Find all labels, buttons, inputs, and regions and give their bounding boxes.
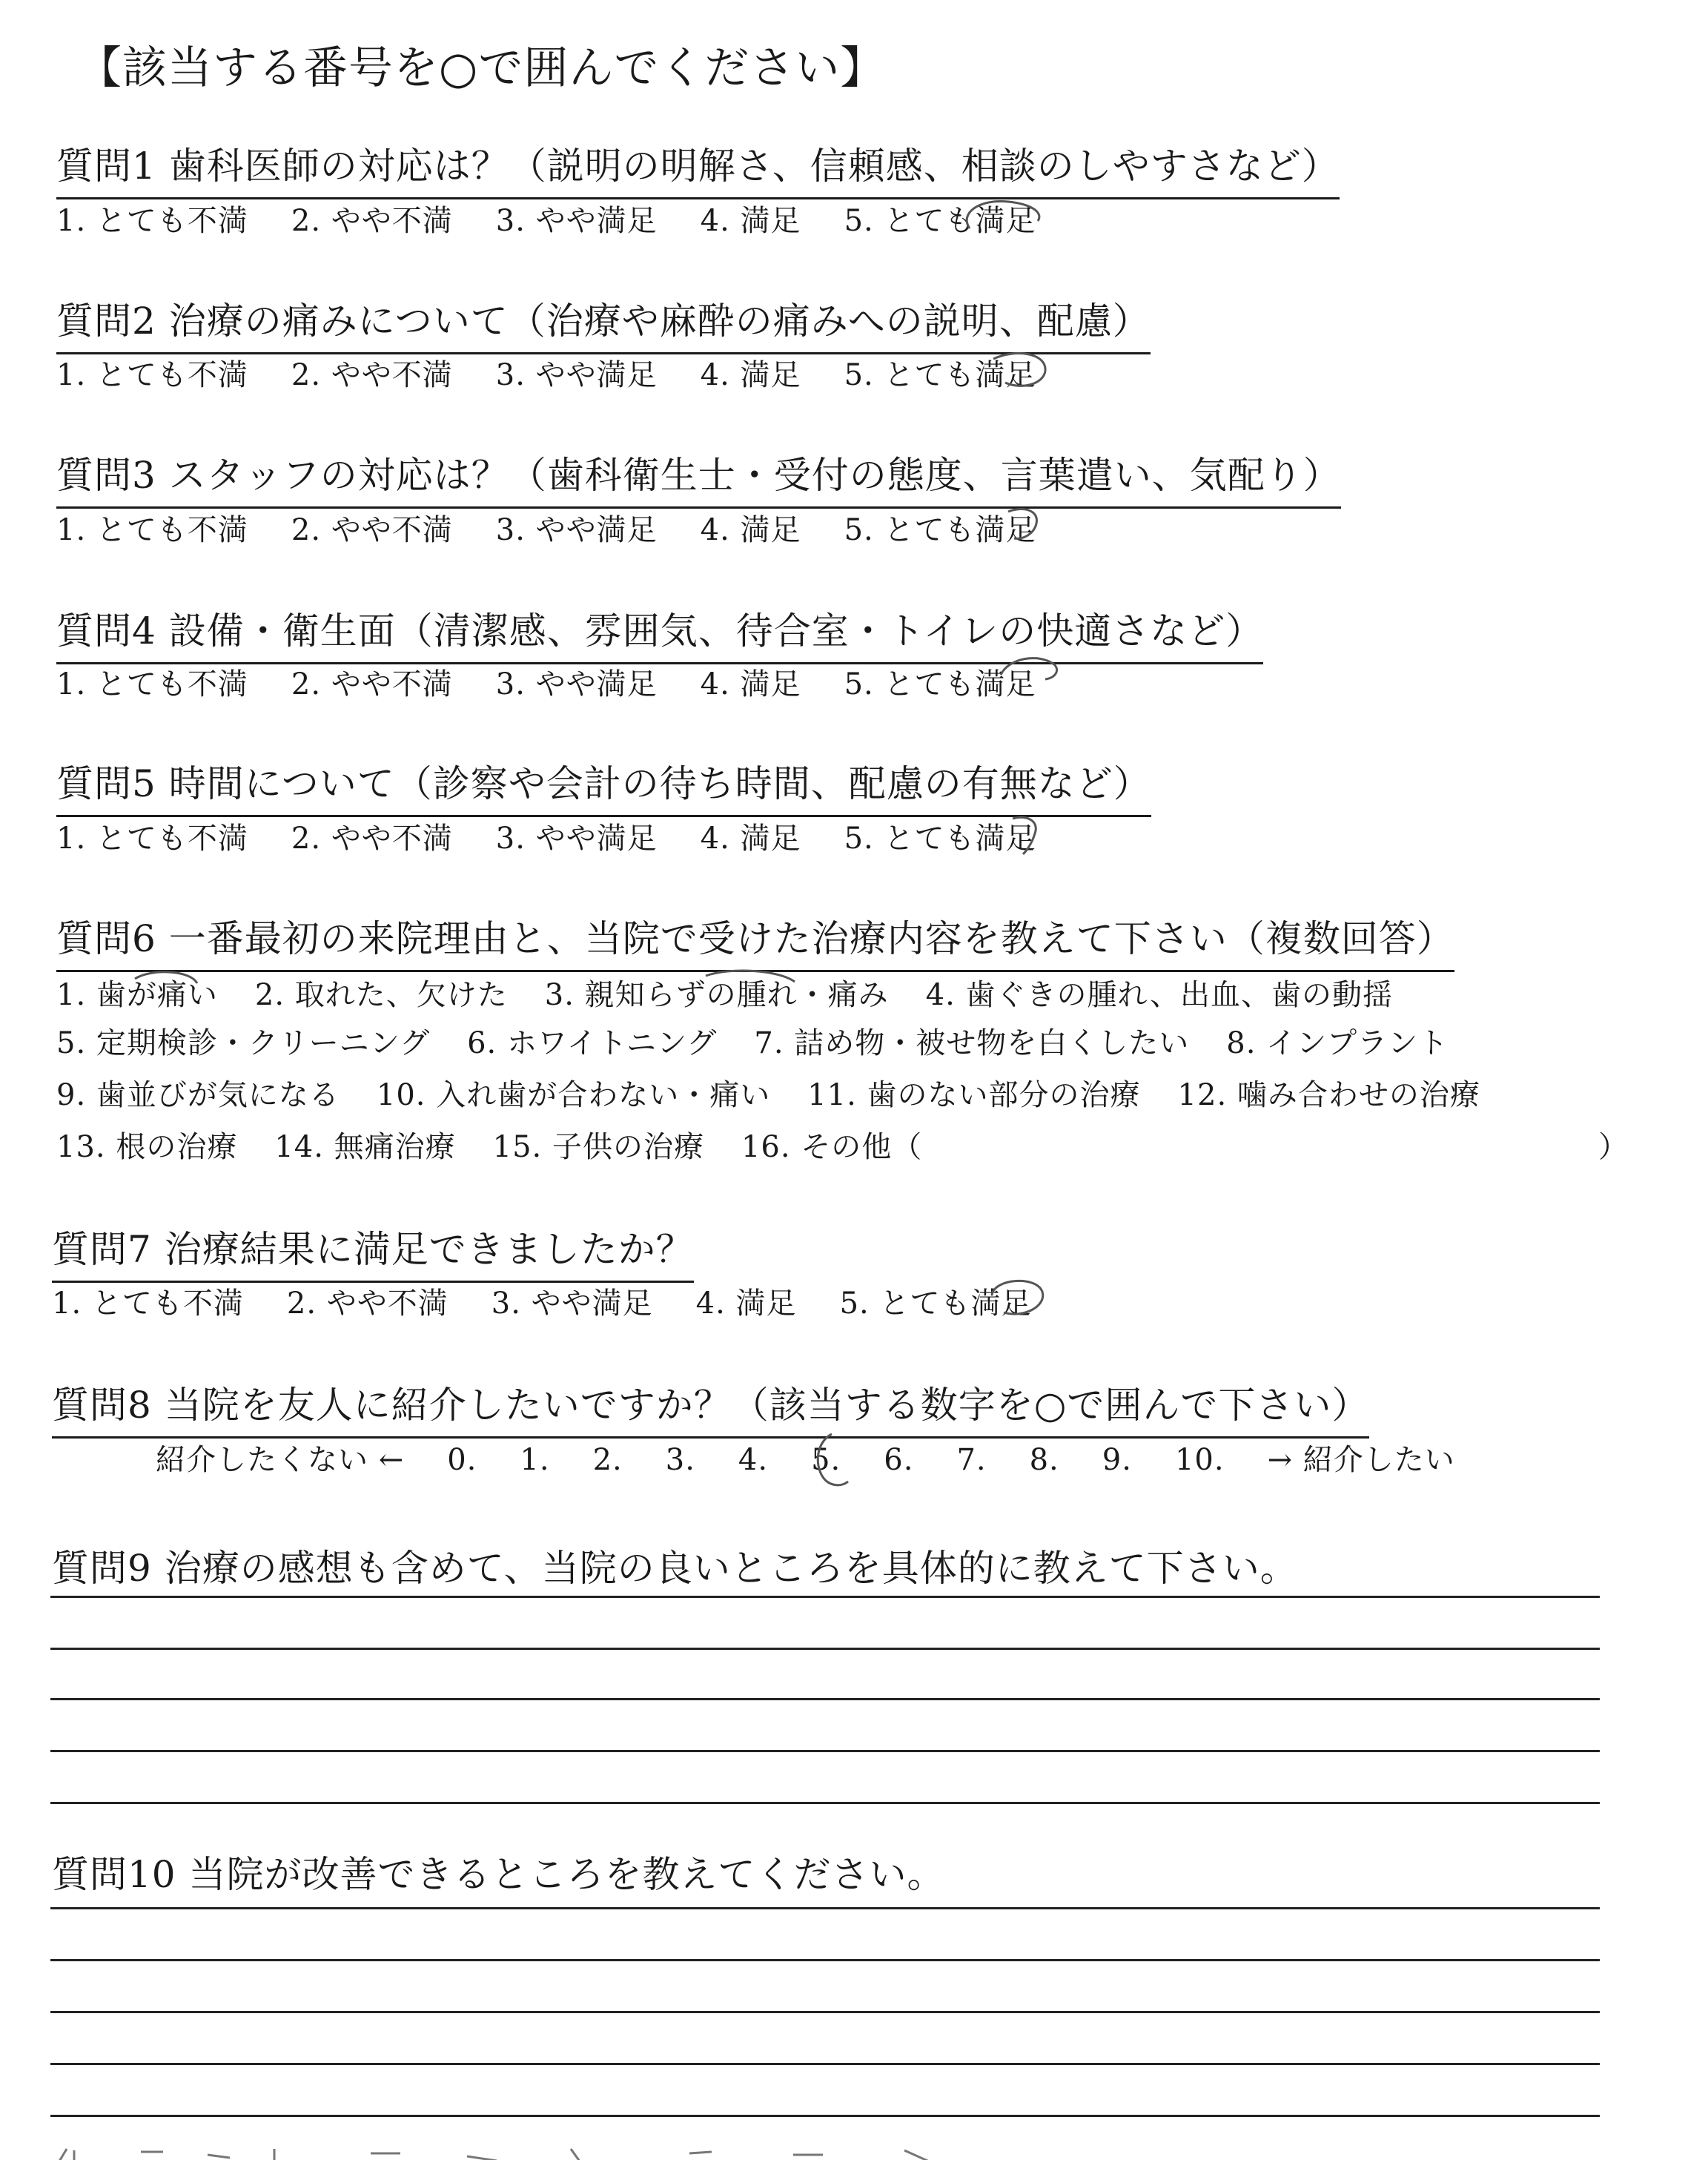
q6-option-8[interactable]: 8. インプラント [1226, 1026, 1449, 1060]
question-1-label: 質問1 歯科医師の対応は？（説明の明解さ、信頼感、相談のしやすさなど） [56, 136, 1340, 199]
question-8-label: 質問8 当院を友人に紹介したいですか？（該当する数字を○で囲んで下さい） [52, 1375, 1369, 1439]
q8-score-0[interactable]: 0. [447, 1443, 477, 1477]
pencil-circle-q2-option-5 [979, 346, 1060, 397]
q6-option-2[interactable]: 2. 取れた、欠けた [254, 978, 508, 1012]
question-4-options [56, 661, 1036, 703]
q1-option-1[interactable]: 1. とても不満 [56, 204, 248, 238]
question-7-options [52, 1280, 1031, 1322]
question-1-options [56, 197, 1036, 240]
question-6-options-row-4 [56, 1123, 922, 1166]
q1-option-4[interactable]: 4. 満足 [700, 204, 801, 238]
q6-option-15[interactable]: 15. 子供の治療 [492, 1130, 704, 1164]
question-4-label: 質問4 設備・衛生面（清潔感、雰囲気、待合室・トイレの快適さなど） [56, 601, 1263, 664]
pencil-circle-q1-option-5 [956, 191, 1060, 243]
q8-high-label: → 紹介したい [1267, 1443, 1455, 1477]
q4-option-3[interactable]: 3. やや満足 [495, 667, 658, 701]
q7-option-1[interactable]: 1. とても不満 [52, 1287, 244, 1321]
pencil-circle-q8-score-5 [807, 1427, 866, 1501]
question-6-options-row-2 [56, 1020, 1449, 1062]
answer-line-q10-1[interactable] [50, 1907, 1600, 1909]
pencil-circle-q6-option-3 [697, 964, 808, 1023]
answer-line-q9-2[interactable] [50, 1648, 1600, 1650]
answer-line-q10-3[interactable] [50, 2011, 1600, 2013]
q6-option-6[interactable]: 6. ホワイトニング [467, 1026, 718, 1060]
question-5-options [56, 815, 1036, 857]
q6-option-12[interactable]: 12. 噛み合わせの治療 [1177, 1078, 1480, 1112]
q6-option-11[interactable]: 11. 歯のない部分の治療 [807, 1078, 1141, 1112]
answer-line-q9-4[interactable] [50, 1750, 1600, 1752]
q4-option-1[interactable]: 1. とても不満 [56, 667, 248, 701]
question-6-label: 質問6 一番最初の来院理由と、当院で受けた治療内容を教えて下さい（複数回答） [56, 909, 1454, 972]
q8-score-8[interactable]: 8. [1029, 1443, 1059, 1477]
q4-option-5[interactable]: 5. とても満足 [844, 667, 1036, 701]
q8-score-2[interactable]: 2. [592, 1443, 623, 1477]
q8-score-7[interactable]: 7. [956, 1443, 987, 1477]
question-2-options [56, 351, 1036, 394]
q6-option-5[interactable]: 5. 定期検診・クリーニング [56, 1026, 431, 1060]
q2-option-3[interactable]: 3. やや満足 [495, 358, 658, 392]
question-2-label: 質問2 治療の痛みについて（治療や麻酔の痛みへの説明、配慮） [56, 291, 1151, 354]
q8-low-label: 紹介したくない ← [156, 1443, 405, 1477]
q8-score-10[interactable]: 10. [1174, 1443, 1225, 1477]
q7-option-4[interactable]: 4. 満足 [695, 1287, 797, 1321]
answer-line-q9-3[interactable] [50, 1698, 1600, 1700]
q7-option-2[interactable]: 2. やや不満 [286, 1287, 448, 1321]
q5-option-1[interactable]: 1. とても不満 [56, 822, 248, 856]
q3-option-1[interactable]: 1. とても不満 [56, 513, 248, 547]
q2-option-5[interactable]: 5. とても満足 [844, 358, 1036, 392]
q3-option-5[interactable]: 5. とても満足 [844, 513, 1036, 547]
q2-option-2[interactable]: 2. やや不満 [291, 358, 453, 392]
q8-score-4[interactable]: 4. [738, 1443, 769, 1477]
q8-score-5[interactable]: 5. [811, 1443, 841, 1477]
question-3-options [56, 506, 1036, 549]
q6-option-1[interactable]: 1. 歯が痛い [56, 978, 218, 1012]
cut-off-footer-glyphs [52, 2141, 1016, 2160]
q4-option-2[interactable]: 2. やや不満 [291, 667, 453, 701]
q5-option-2[interactable]: 2. やや不満 [291, 822, 453, 856]
question-5-label: 質問5 時間について（診察や会計の待ち時間、配慮の有無など） [56, 754, 1151, 817]
answer-line-q10-2[interactable] [50, 1959, 1600, 1961]
q1-option-5[interactable]: 5. とても満足 [844, 204, 1036, 238]
q8-score-6[interactable]: 6. [884, 1443, 914, 1477]
answer-line-q9-5[interactable] [50, 1802, 1600, 1804]
q1-option-3[interactable]: 3. やや満足 [495, 204, 658, 238]
q3-option-4[interactable]: 4. 満足 [700, 513, 801, 547]
question-3-label: 質問3 スタッフの対応は？（歯科衛生士・受付の態度、言葉遣い、気配り） [56, 446, 1341, 509]
answer-line-q10-5[interactable] [50, 2115, 1600, 2117]
q6-option-4[interactable]: 4. 歯ぐきの腫れ、出血、歯の動揺 [925, 978, 1393, 1012]
q5-option-3[interactable]: 3. やや満足 [495, 822, 658, 856]
q6-option-7[interactable]: 7. 詰め物・被せ物を白くしたい [754, 1026, 1190, 1060]
q6-option-9[interactable]: 9. 歯並びが気になる [56, 1078, 340, 1112]
q6-option-16-other[interactable]: 16. その他（ [741, 1130, 923, 1164]
question-9-label: 質問9 治療の感想も含めて、当院の良いところを具体的に教えて下さい。 [52, 1547, 1298, 1590]
q8-score-9[interactable]: 9. [1102, 1443, 1132, 1477]
page-title: 【該当する番号を○で囲んでください】 [77, 42, 886, 94]
pencil-circle-q6-option-1 [126, 964, 215, 1023]
q3-option-2[interactable]: 2. やや不満 [291, 513, 453, 547]
q6-option-13[interactable]: 13. 根の治療 [56, 1130, 238, 1164]
q4-option-4[interactable]: 4. 満足 [700, 667, 801, 701]
q2-option-4[interactable]: 4. 満足 [700, 358, 801, 392]
pencil-circle-q3-option-5 [993, 501, 1060, 553]
q5-option-4[interactable]: 4. 満足 [700, 822, 801, 856]
pencil-circle-q4-option-5 [993, 645, 1068, 697]
question-10-label: 質問10 当院が改善できるところを教えてください。 [52, 1853, 945, 1896]
pencil-circle-q5-option-5 [993, 810, 1060, 862]
q8-score-1[interactable]: 1. [520, 1443, 550, 1477]
q6-option-14[interactable]: 14. 無痛治療 [274, 1130, 456, 1164]
question-7-label: 質問7 治療結果に満足できましたか？ [52, 1220, 694, 1283]
q8-score-3[interactable]: 3. [665, 1443, 695, 1477]
q7-option-3[interactable]: 3. やや満足 [491, 1287, 653, 1321]
q3-option-3[interactable]: 3. やや満足 [495, 513, 658, 547]
q5-option-5[interactable]: 5. とても満足 [844, 822, 1036, 856]
cut-off-footer-text [52, 2138, 1016, 2160]
question-6-options-row-3 [56, 1071, 1480, 1114]
q7-option-5[interactable]: 5. とても満足 [839, 1287, 1032, 1321]
q1-option-2[interactable]: 2. やや不満 [291, 204, 453, 238]
answer-line-q9-1[interactable] [50, 1596, 1600, 1598]
q6-option-10[interactable]: 10. 入れ歯が合わない・痛い [376, 1078, 771, 1112]
pencil-circle-q7-option-5 [979, 1272, 1060, 1332]
answer-line-q10-4[interactable] [50, 2063, 1600, 2065]
q6-other-close-paren: ） [1598, 1130, 1629, 1164]
q2-option-1[interactable]: 1. とても不満 [56, 358, 248, 392]
q6-option-3[interactable]: 3. 親知らずの腫れ・痛み [544, 978, 889, 1012]
